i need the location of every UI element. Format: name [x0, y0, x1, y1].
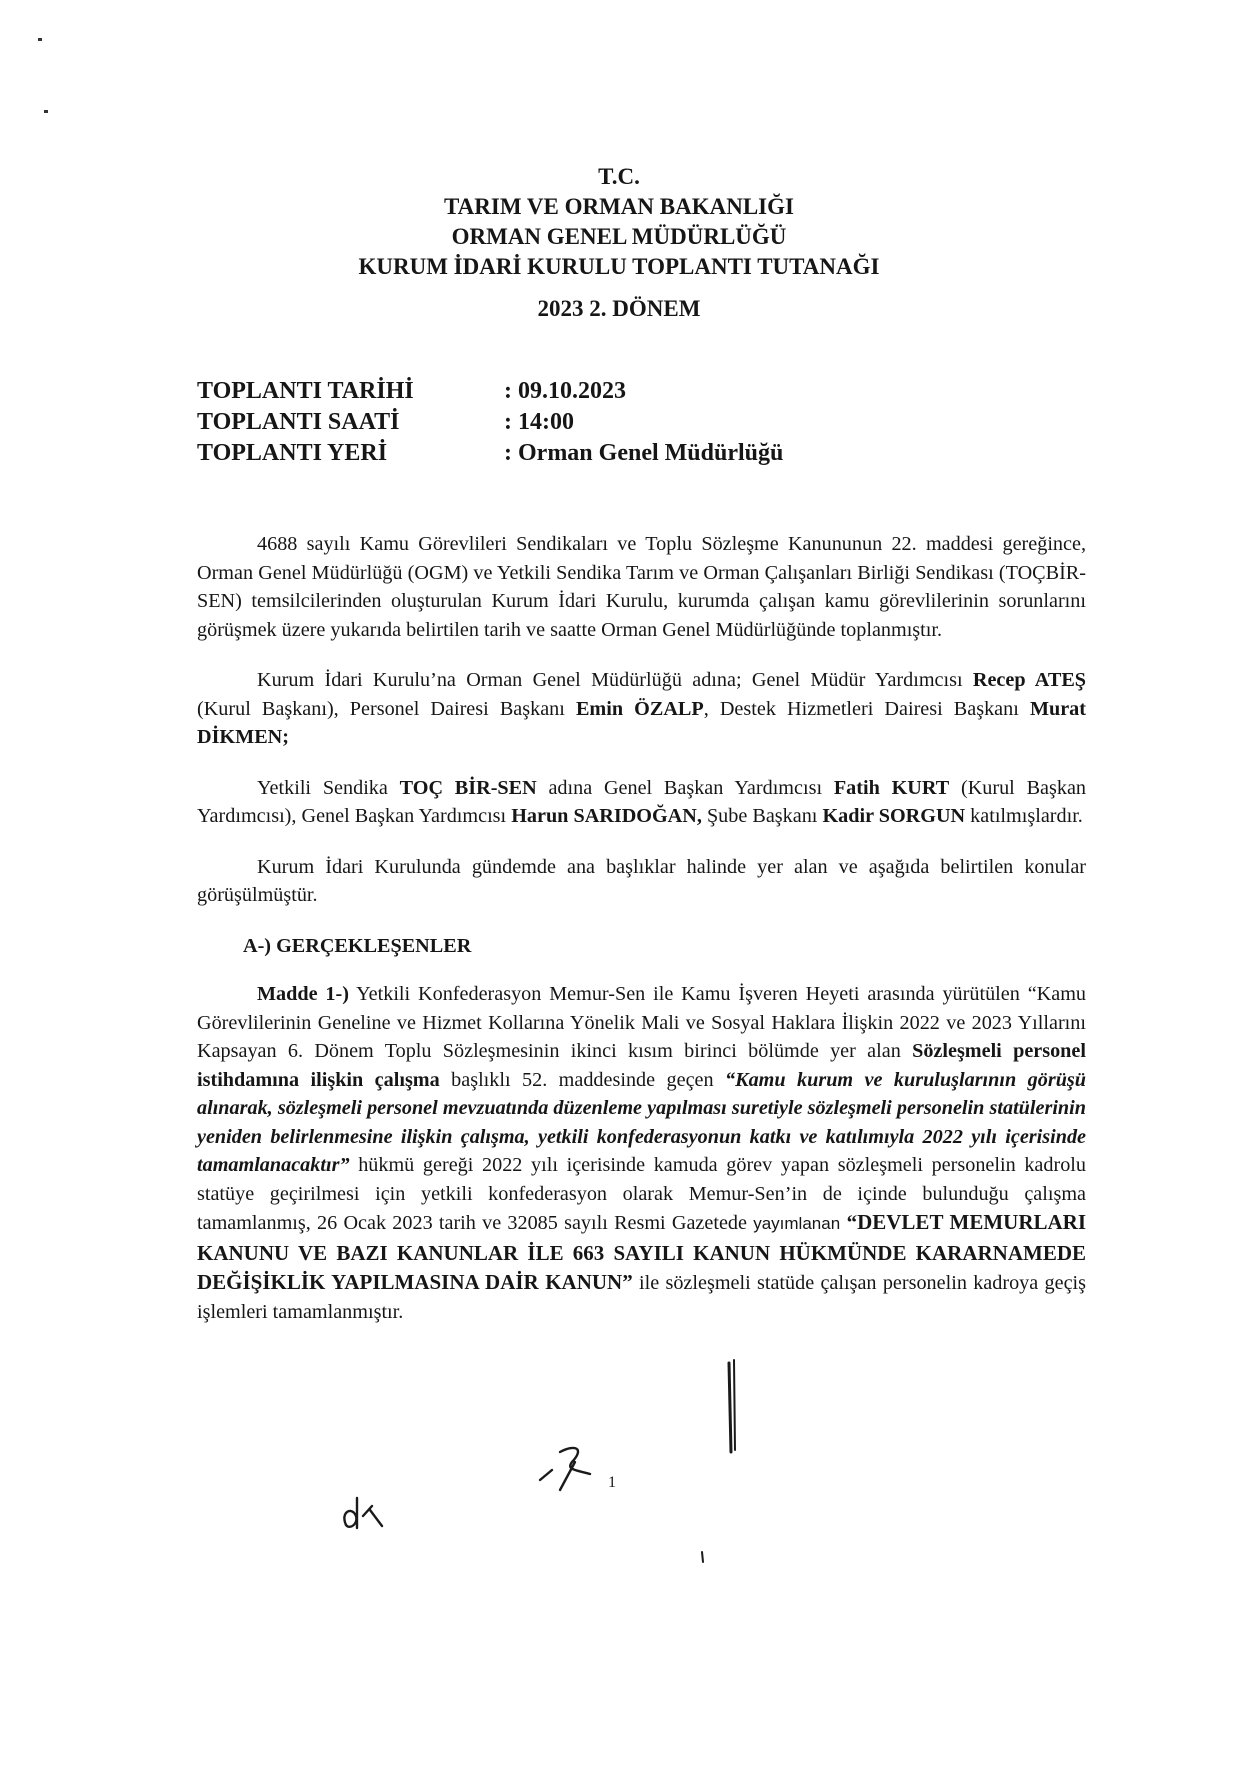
meeting-place-label: TOPLANTI YERİ — [197, 440, 388, 466]
meeting-date-row — [197, 376, 783, 407]
meeting-place-value: : Orman Genel Müdürlüğü — [504, 440, 784, 466]
header-title: KURUM İDARİ KURULU TOPLANTI TUTANAĞI — [358, 254, 880, 279]
union-name: TOÇ BİR-SEN — [399, 776, 537, 799]
text-run: Yetkili Sendika — [257, 776, 400, 799]
text-run: (Kurul Başkan Yardımcısı), Genel Başkan Yardımcısı — [197, 776, 1086, 827]
signature-mark — [540, 1448, 590, 1490]
member-name: Recep ATEŞ — [972, 669, 1087, 691]
paragraph-intro: 4688 sayılı Kamu Görevlileri Sendikaları ve Toplu Sözleşme Kanununun 22. maddesi gereğince, Orman Genel Müdürlüğü (OGM) ve Yetkili Sendika Tarım ve Orman Çalışanları Birliği Sendikası (TOÇBİR-SEN) temsilcilerinden oluşturulan Kurum İdari Kurulu, kurumda çalışan kamu görevlilerinin sorunlarını görüşmek üzere yukarıda belirtilen tarih ve saatte Orman Genel Müdürlüğünde toplanmıştır. — [197, 533, 1086, 641]
quoted-provision: “Kamu kurum ve kuruluşlarının görüşü alınarak, sözleşmeli personel mevzuatında düzenleme yapılması suretiyle sözleşmeli personelin statülerinin yeniden belirlenmesine ilişkin çalışma, yetkili konfederasyonun katkı ve katılımıyla 2022 yılı içerisinde tamamlanacaktır” — [197, 1068, 1087, 1176]
meeting-date-label: TOPLANTI TARİHİ — [197, 378, 414, 404]
law-title: “DEVLET MEMURLARI KANUNU VE BAZI KANUNLAR İLE 663 SAYILI KANUN HÜKMÜNDE KARARNAMEDE DEĞİŞİKLİK YAPILMASINA DAİR KANUN” — [197, 1210, 1086, 1294]
page-number: 1 — [608, 1474, 616, 1491]
scan-speck — [44, 110, 48, 113]
member-name: Murat DİKMEN; — [197, 697, 1086, 748]
text-run: Şube Başkanı — [701, 805, 823, 827]
meeting-place-row — [197, 438, 783, 469]
member-name: Harun SARIDOĞAN, — [511, 805, 702, 827]
bold-phrase: Sözleşmeli personel istihdamına ilişkin çalışma — [197, 1040, 1086, 1091]
meeting-time-value: : 14:00 — [504, 409, 574, 435]
vertical-pen-stroke — [734, 1360, 735, 1450]
text-run: ile sözleşmeli statüde çalışan personelin kadroya geçiş işlemleri tamamlanmıştır. — [197, 1272, 1087, 1323]
member-name: Fatih KURT — [833, 776, 950, 799]
paragraph-ogm-members — [197, 666, 1086, 752]
article-label: Madde 1-) — [257, 983, 349, 1005]
header-period: 2023 2. DÖNEM — [537, 296, 701, 321]
document-body — [197, 530, 1086, 1348]
text-run: Yetkili Konfederasyon Memur-Sen ile Kamu İşveren Heyeti arasında yürütülen “Kamu Görevlilerinin Geneline ve Hizmet Kollarına Yönelik Mali ve Sosyal Haklara İlişkin 2022 ve 2023 Yıllarını Kapsayan 6. Dönem Toplu Sözleşmesinin ikinci kısım birinci bölümde yer alan — [197, 983, 1086, 1062]
header-ministry: TARIM VE ORMAN BAKANLIĞI — [444, 194, 794, 219]
text-run: başlıklı 52. maddesinde geçen — [439, 1068, 726, 1091]
section-heading: A-) GERÇEKLEŞENLER — [243, 934, 472, 957]
tick-mark — [702, 1552, 703, 1562]
scan-speck — [38, 38, 42, 41]
header-tc: T.C. — [598, 164, 640, 189]
document-header — [0, 162, 1238, 324]
paragraph-union-members — [197, 774, 1086, 831]
meeting-info — [197, 376, 783, 469]
text-run: Kurum İdari Kurulu’na Orman Genel Müdürlüğü adına; Genel Müdür Yardımcısı — [257, 669, 973, 691]
meeting-time-label: TOPLANTI SAATİ — [197, 409, 400, 435]
paragraph-madde-1 — [197, 980, 1086, 1326]
member-name: Kadir SORGUN — [822, 805, 966, 827]
vertical-pen-stroke — [729, 1363, 731, 1452]
text-run: hükmü gereği 2022 yılı içerisinde kamuda görev yapan sözleşmeli personelin kadrolu statüye geçirilmesi için yetkili konfederasyon olarak Memur-Sen’in de içinde bulunduğu çalışma tamamlanmış, 26 Ocak 2023 tarih ve 32085 sayılı Resmi Gazetede — [197, 1154, 1086, 1234]
initials-mark — [344, 1498, 382, 1528]
member-name: Emin ÖZALP — [575, 697, 704, 720]
paragraph-agenda: Kurum İdari Kurulunda gündemde ana başlıklar halinde yer alan ve aşağıda belirtilen konular görüşülmüştür. — [197, 855, 1086, 906]
meeting-date-value: : 09.10.2023 — [504, 378, 626, 404]
text-run: yayımlanan — [753, 1214, 841, 1233]
text-run: , Destek Hizmetleri Dairesi Başkanı — [703, 697, 1030, 720]
header-directorate: ORMAN GENEL MÜDÜRLÜĞÜ — [451, 224, 787, 249]
text-run: (Kurul Başkanı), Personel Dairesi Başkanı — [197, 697, 576, 720]
text-run: adına Genel Başkan Yardımcısı — [536, 776, 834, 799]
text-run: katılmışlardır. — [965, 805, 1083, 827]
meeting-time-row — [197, 407, 783, 438]
